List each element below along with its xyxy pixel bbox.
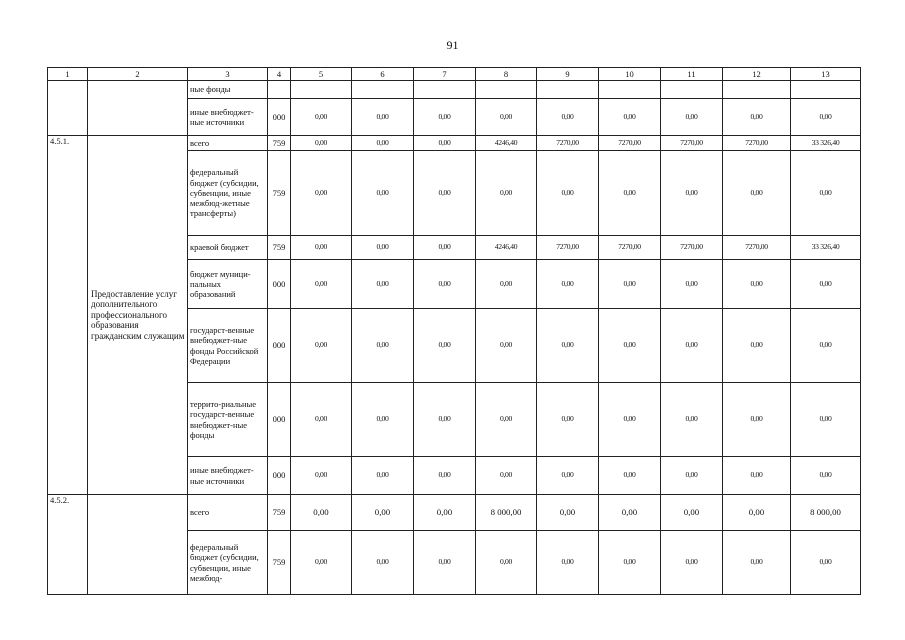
amount-cell: 0,00 <box>352 99 414 136</box>
column-header: 4 <box>268 68 291 81</box>
amount-cell: 0,00 <box>599 151 661 236</box>
amount-cell: 4246,40 <box>476 236 537 260</box>
amount-cell: 0,00 <box>476 457 537 495</box>
funding-source: иные внебюджет-ные источники <box>188 457 268 495</box>
amount-cell: 0,00 <box>414 236 476 260</box>
amount-cell: 0,00 <box>352 236 414 260</box>
budget-code <box>268 81 291 99</box>
amount-cell: 0,00 <box>537 457 599 495</box>
amount-cell: 0,00 <box>599 495 661 531</box>
funding-source: федеральный бюджет (субсидии, субвенции, иные межбюд- <box>188 531 268 595</box>
amount-cell: 0,00 <box>537 260 599 309</box>
amount-cell: 0,00 <box>599 260 661 309</box>
column-header: 10 <box>599 68 661 81</box>
amount-cell: 7270,00 <box>537 236 599 260</box>
funding-source: государст-венные внебюджет-ные фонды Российской Федерации <box>188 309 268 383</box>
budget-code: 759 <box>268 495 291 531</box>
table-row <box>48 81 861 99</box>
funding-source: террито-риальные государст-венные внебюджет-ные фонды <box>188 383 268 457</box>
amount-cell <box>291 81 352 99</box>
amount-cell: 7270,00 <box>599 236 661 260</box>
amount-cell: 0,00 <box>414 495 476 531</box>
amount-cell: 0,00 <box>352 309 414 383</box>
funding-source: иные внебюджет-ные источники <box>188 99 268 136</box>
amount-cell <box>723 81 791 99</box>
amount-cell: 7270,00 <box>661 136 723 151</box>
funding-source: всего <box>188 136 268 151</box>
amount-cell: 0,00 <box>352 151 414 236</box>
budget-code: 000 <box>268 99 291 136</box>
amount-cell: 0,00 <box>723 151 791 236</box>
item-number: 4.5.1. <box>48 136 88 495</box>
item-name <box>88 81 188 136</box>
amount-cell: 0,00 <box>723 383 791 457</box>
amount-cell: 0,00 <box>352 260 414 309</box>
amount-cell: 8 000,00 <box>791 495 861 531</box>
amount-cell: 0,00 <box>352 136 414 151</box>
amount-cell: 0,00 <box>723 531 791 595</box>
table-row <box>48 495 861 531</box>
amount-cell <box>537 81 599 99</box>
item-name <box>88 495 188 595</box>
amount-cell: 0,00 <box>414 136 476 151</box>
budget-code: 000 <box>268 457 291 495</box>
funding-source: ные фонды <box>188 81 268 99</box>
budget-code: 759 <box>268 136 291 151</box>
amount-cell: 0,00 <box>723 99 791 136</box>
budget-code: 759 <box>268 531 291 595</box>
column-header: 3 <box>188 68 268 81</box>
column-header: 2 <box>88 68 188 81</box>
amount-cell: 0,00 <box>414 151 476 236</box>
funding-source: всего <box>188 495 268 531</box>
amount-cell: 0,00 <box>599 309 661 383</box>
amount-cell: 0,00 <box>291 457 352 495</box>
amount-cell: 0,00 <box>414 531 476 595</box>
column-header: 1 <box>48 68 88 81</box>
amount-cell: 0,00 <box>537 309 599 383</box>
column-header: 13 <box>791 68 861 81</box>
amount-cell: 7270,00 <box>599 136 661 151</box>
budget-table <box>47 67 861 595</box>
amount-cell: 0,00 <box>537 383 599 457</box>
item-name: Предоставление услуг дополнительного профессионального образования гражданским служащим <box>88 136 188 495</box>
amount-cell: 7270,00 <box>723 136 791 151</box>
amount-cell: 0,00 <box>537 531 599 595</box>
amount-cell: 0,00 <box>661 457 723 495</box>
budget-code: 000 <box>268 383 291 457</box>
amount-cell: 0,00 <box>723 309 791 383</box>
amount-cell: 0,00 <box>414 260 476 309</box>
column-header: 9 <box>537 68 599 81</box>
amount-cell: 7270,00 <box>661 236 723 260</box>
amount-cell: 7270,00 <box>537 136 599 151</box>
amount-cell: 0,00 <box>791 99 861 136</box>
amount-cell <box>661 81 723 99</box>
budget-code: 000 <box>268 309 291 383</box>
amount-cell: 0,00 <box>537 495 599 531</box>
amount-cell: 0,00 <box>599 531 661 595</box>
amount-cell: 0,00 <box>476 309 537 383</box>
amount-cell: 0,00 <box>476 531 537 595</box>
amount-cell: 0,00 <box>791 383 861 457</box>
column-header: 7 <box>414 68 476 81</box>
amount-cell: 0,00 <box>352 383 414 457</box>
amount-cell <box>414 81 476 99</box>
amount-cell <box>476 81 537 99</box>
amount-cell: 0,00 <box>291 236 352 260</box>
funding-source: федеральный бюджет (субсидии, субвенции, иные межбюд-жетные трансферты) <box>188 151 268 236</box>
amount-cell: 33 326,40 <box>791 136 861 151</box>
funding-source: бюджет муници-пальных образований <box>188 260 268 309</box>
amount-cell: 0,00 <box>352 457 414 495</box>
amount-cell: 0,00 <box>791 531 861 595</box>
amount-cell: 0,00 <box>661 99 723 136</box>
amount-cell: 0,00 <box>291 495 352 531</box>
amount-cell: 0,00 <box>476 151 537 236</box>
table-row <box>48 136 861 151</box>
amount-cell <box>791 81 861 99</box>
amount-cell: 0,00 <box>476 383 537 457</box>
amount-cell: 0,00 <box>599 383 661 457</box>
amount-cell: 0,00 <box>599 457 661 495</box>
amount-cell: 0,00 <box>791 457 861 495</box>
amount-cell: 0,00 <box>414 457 476 495</box>
column-header: 5 <box>291 68 352 81</box>
amount-cell: 0,00 <box>291 531 352 595</box>
page-number: 91 <box>446 38 459 52</box>
amount-cell: 0,00 <box>661 309 723 383</box>
amount-cell: 0,00 <box>414 383 476 457</box>
amount-cell: 0,00 <box>476 260 537 309</box>
amount-cell: 33 326,40 <box>791 236 861 260</box>
amount-cell: 0,00 <box>352 531 414 595</box>
amount-cell: 0,00 <box>291 260 352 309</box>
column-header: 11 <box>661 68 723 81</box>
amount-cell: 0,00 <box>661 260 723 309</box>
amount-cell: 0,00 <box>291 309 352 383</box>
amount-cell: 4246,40 <box>476 136 537 151</box>
amount-cell: 7270,00 <box>723 236 791 260</box>
budget-code: 000 <box>268 260 291 309</box>
funding-source: краевой бюджет <box>188 236 268 260</box>
amount-cell: 0,00 <box>723 260 791 309</box>
amount-cell: 0,00 <box>352 495 414 531</box>
amount-cell: 0,00 <box>661 383 723 457</box>
amount-cell: 0,00 <box>723 457 791 495</box>
budget-code: 759 <box>268 151 291 236</box>
item-number: 4.5.2. <box>48 495 88 595</box>
amount-cell: 0,00 <box>291 99 352 136</box>
amount-cell: 0,00 <box>791 260 861 309</box>
amount-cell: 0,00 <box>599 99 661 136</box>
column-header: 6 <box>352 68 414 81</box>
amount-cell: 0,00 <box>791 151 861 236</box>
amount-cell: 0,00 <box>291 136 352 151</box>
budget-code: 759 <box>268 236 291 260</box>
amount-cell <box>599 81 661 99</box>
amount-cell: 0,00 <box>291 383 352 457</box>
amount-cell: 0,00 <box>661 531 723 595</box>
amount-cell: 0,00 <box>414 99 476 136</box>
item-number <box>48 81 88 136</box>
amount-cell: 0,00 <box>414 309 476 383</box>
amount-cell: 0,00 <box>476 99 537 136</box>
amount-cell: 0,00 <box>537 99 599 136</box>
amount-cell <box>352 81 414 99</box>
amount-cell: 8 000,00 <box>476 495 537 531</box>
column-header: 8 <box>476 68 537 81</box>
amount-cell: 0,00 <box>291 151 352 236</box>
amount-cell: 0,00 <box>537 151 599 236</box>
amount-cell: 0,00 <box>723 495 791 531</box>
amount-cell: 0,00 <box>661 495 723 531</box>
amount-cell: 0,00 <box>661 151 723 236</box>
column-header: 12 <box>723 68 791 81</box>
column-header-row <box>48 68 861 81</box>
amount-cell: 0,00 <box>791 309 861 383</box>
